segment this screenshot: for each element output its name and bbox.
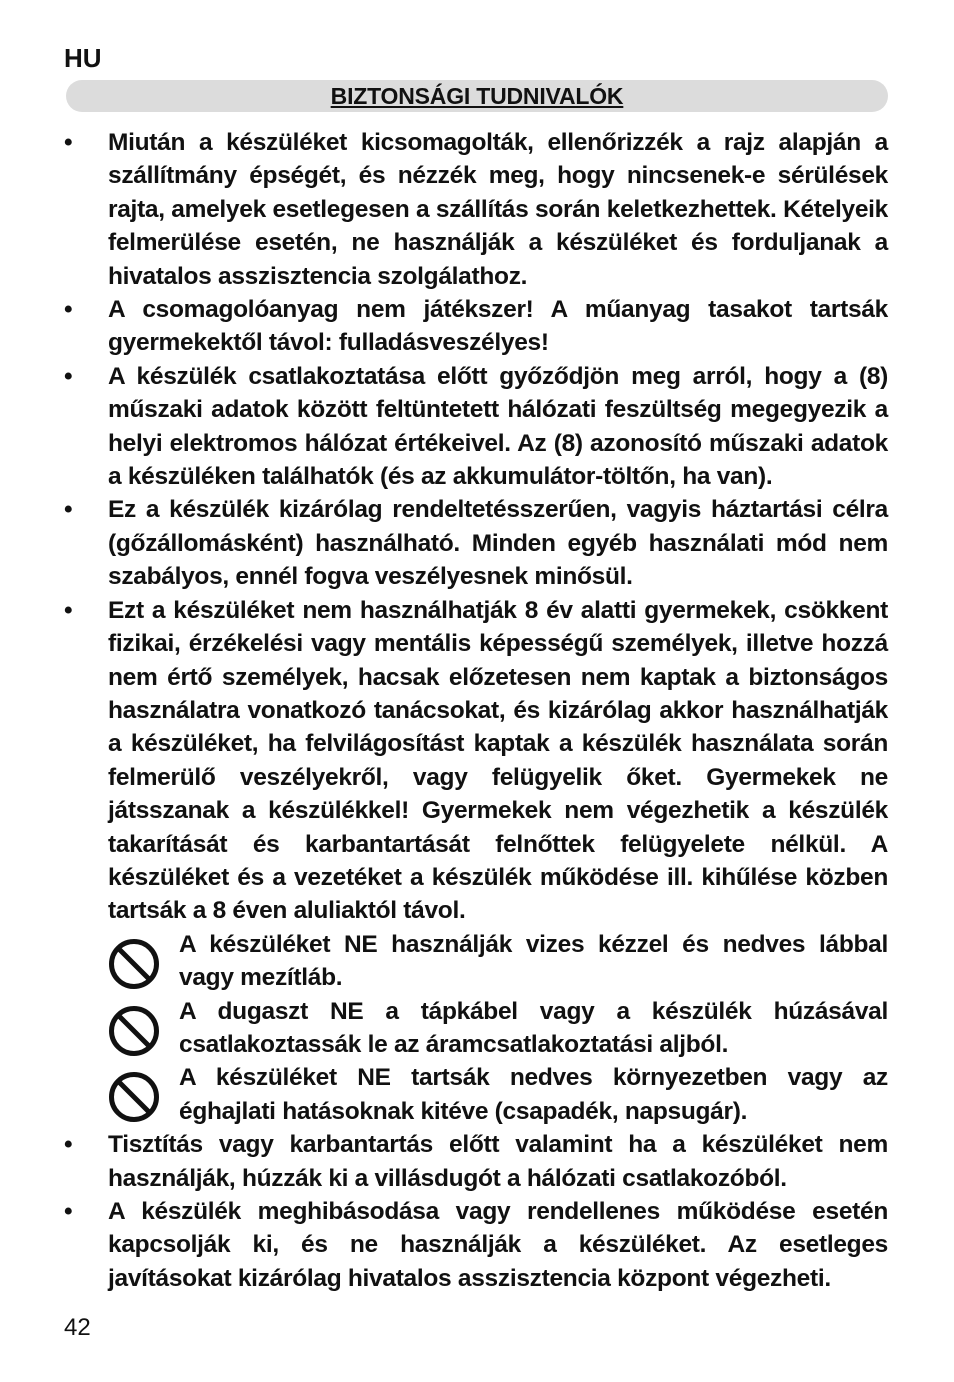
prohibition-icon [108, 1071, 160, 1123]
bullet-text: Ezt a készüléket nem használhatják 8 év alatti gyermekek, csökkent fizikai, érzékelési vagy mentális képességű személyek, illetve hozzá nem értő személyek, hacsak előzetesen nem kaptak a biztonságos használatra vonatkozó tanácsokat, és kizárólag akkor használhatják a készüléket, ha felvilágosítást kaptak a készülék használata során felmerülő veszélyekről, vagy felügyelik őket. Gyermekek ne játsszanak a készülékkel! Gyermekek nem végezhetik a készülék takarítását és karbantartását felnőttek felügyelete nélkül. A készüléket és a vezetéket a készülék működése ill. kihűlése közben tartsák a 8 éven aluliaktól távol. [108, 596, 888, 925]
bullet-item [64, 1128, 888, 1195]
prohibition-icon [108, 1005, 160, 1057]
bullet-symbol: • [64, 1198, 73, 1225]
bullet-text: A készülék csatlakoztatása előtt győződjön meg arról, hogy a (8) műszaki adatok között feltüntetett hálózati feszültség megegyezik a helyi elektromos hálózat értékeivel. Az (8) azonosító műszaki adatok a készüléken találhatók (és az akkumulátor-töltőn, ha van). [108, 362, 888, 491]
section-title-bar [66, 80, 888, 112]
warning-item [64, 1061, 888, 1128]
section-title: BIZTONSÁGI TUDNIVALÓK [330, 82, 624, 109]
bullet-item [64, 493, 888, 593]
warning-text: A dugaszt NE a tápkábel vagy a készülék húzásával csatlakoztassák le az áramcsatlakoztatási aljból. [179, 997, 888, 1058]
warning-text: A készüléket NE használják vizes kézzel és nedves lábbal vagy mezítláb. [179, 930, 888, 992]
bullet-symbol: • [64, 1131, 73, 1159]
safety-instructions [64, 126, 888, 1295]
bullet-symbol: • [64, 596, 73, 624]
warning-item [64, 928, 888, 995]
bullet-text: A csomagolóanyag nem játékszer! A műanyag tasakot tartsák gyermekektől távol: fulladásveszélyes! [108, 296, 888, 357]
warning-text: A készüléket NE tartsák nedves környezetben vagy az éghajlati hatásoknak kitéve (csapadék, napsugár). [179, 1064, 888, 1125]
bullet-symbol: • [64, 129, 73, 156]
warning-item [64, 995, 888, 1062]
bullet-item [64, 293, 888, 360]
bullet-symbol: • [64, 496, 73, 524]
bullet-text: Miután a készüléket kicsomagolták, ellenőrizzék a rajz alapján a szállítmány épségét, és nézzék meg, hogy nincsenek-e sérülések rajta, amelyek esetlegesen a szállítás során keletkezhettek. Kételyeik felmerülése esetén, ne használják a készüléket és forduljanak a hivatalos asszisztencia szolgálathoz. [108, 129, 888, 290]
bullet-item [64, 126, 888, 293]
language-code: HU [64, 43, 102, 73]
bullet-symbol: • [64, 296, 73, 324]
bullet-item [64, 360, 888, 494]
page-number: 42 [64, 1314, 91, 1341]
bullet-text: Ez a készülék kizárólag rendeltetésszerűen, vagyis háztartási célra (gőzállomásként) használható. Minden egyéb használati mód nem szabályos, ennél fogva veszélyesnek minősül. [108, 496, 888, 591]
bullet-text: A készülék meghibásodása vagy rendellenes működése esetén kapcsolják ki, és ne használják a készüléket. Az esetleges javításokat kizárólag hivatalos asszisztencia központ végezheti. [108, 1198, 888, 1292]
prohibition-icon [108, 938, 160, 990]
bullet-text: Tisztítás vagy karbantartás előtt valamint ha a készüléket nem használják, húzzák ki a villásdugót a hálózati csatlakozóból. [108, 1131, 888, 1192]
bullet-item [64, 1195, 888, 1295]
bullet-symbol: • [64, 362, 73, 390]
bullet-item [64, 594, 888, 928]
